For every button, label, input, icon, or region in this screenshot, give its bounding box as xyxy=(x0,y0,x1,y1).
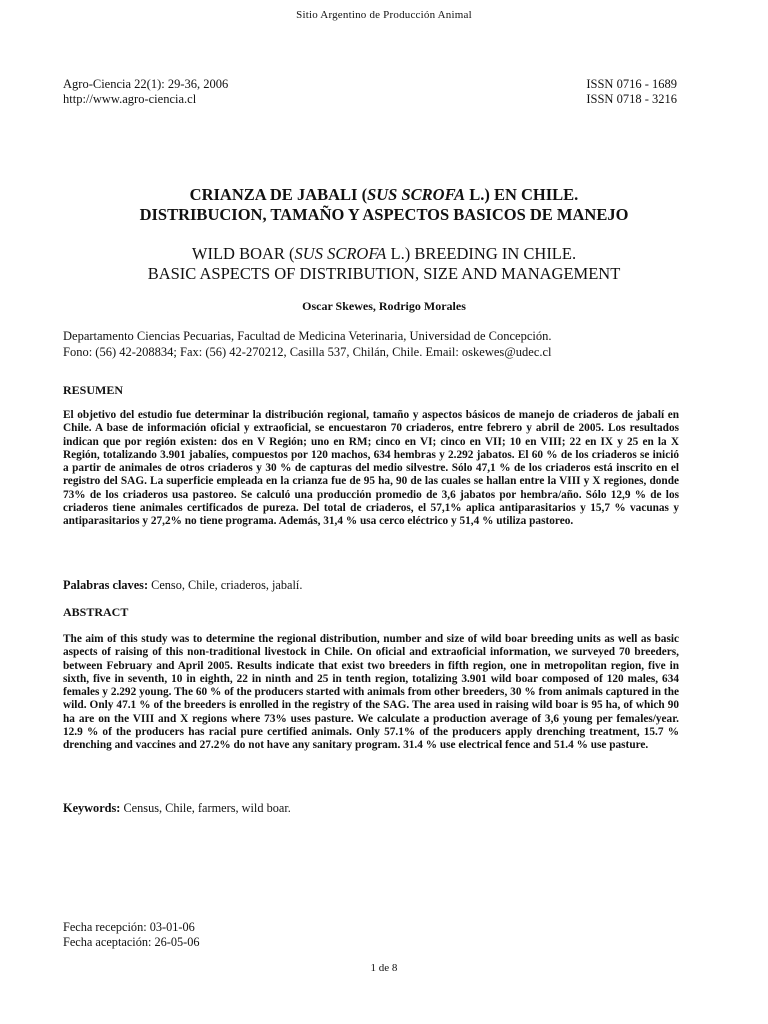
title-spanish-line2: DISTRIBUCION, TAMAÑO Y ASPECTOS BASICOS DE MANEJO xyxy=(139,205,629,224)
issn-block xyxy=(586,77,677,107)
authors: Oscar Skewes, Rodrigo Morales xyxy=(302,299,466,313)
journal-reference: Agro-Ciencia 22(1): 29-36, 2006 xyxy=(63,77,229,91)
palabras-claves xyxy=(63,578,302,593)
resumen-heading: RESUMEN xyxy=(63,383,124,397)
title-english-line2: BASIC ASPECTS OF DISTRIBUTION, SIZE AND MANAGEMENT xyxy=(147,264,621,283)
keywords-label: Keywords: xyxy=(63,801,121,815)
keywords xyxy=(63,801,291,816)
affiliation xyxy=(63,328,552,360)
palabras-claves-value: Censo, Chile, criaderos, jabalí. xyxy=(151,578,303,592)
dates xyxy=(63,920,200,950)
abstract-heading: ABSTRACT xyxy=(63,605,129,619)
resumen-text: El objetivo del estudio fue determinar la distribución regional, tamaño y aspectos básicos de manejo de criaderos de jabalí en Chile. A base de información oficial y extraoficial, se encuestaron 70 criaderos, entre febrero y abril de 2005. Los resultados indican que por región existen: dos en V Región; uno en RM; cinco en VI; cinco en VII; 10 en VIII; 22 en IX y 25 en la X Región, totalizando 3.901 jabalíes, compuestos por 120 machos, 634 hembras y 2.292 jabatos. El 60 % de los criaderos se inició a partir de animales de otros criaderos y 30 % de capturas del medio silvestre. Sólo 47,1 % de los criaderos está inscrito en el registro del SAG. La superficie empleada en la crianza fue de 95 ha, 90 de las cuales se hallan entre la VIII y X regiones, donde 73% de los criaderos usa pastoreo. Se calculó una producción promedio de 3,6 jabatos por hembra/año. Sólo 12,9 % de los criaderos tiene animales certificados de pureza. Del total de criaderos, el 57,1% aplica antiparasitarios y 15,7 % vacunas y antiparasitarios y 27,2% no tiene programa. Además, 31,4 % usa cerco eléctrico y 51,4 % utiliza pastoreo. xyxy=(63,409,679,528)
species-italic: SUS SCROFA xyxy=(294,244,387,263)
date-received: Fecha recepción: 03-01-06 xyxy=(63,920,195,934)
page-number: 1 de 8 xyxy=(370,962,398,974)
affiliation-contact: Fono: (56) 42-208834; Fax: (56) 42-270212, Casilla 537, Chilán, Chile. Email: oskewes@udec.cl xyxy=(63,345,552,359)
issn-print: ISSN 0716 - 1689 xyxy=(586,77,677,91)
site-header: Sitio Argentino de Producción Animal xyxy=(296,9,472,21)
abstract-text: The aim of this study was to determine the regional distribution, number and size of wild boar breeding units as well as basic aspects of raising of this non-traditional livestock in Chile. On oficial and extraoficial information, we surveyed 70 breeders, between February and April 2005. Results indicate that exist two breeders in fifth region, one in metropolitan region, five in sixth, five in seventh, 10 in eighth, 22 in ninth and 25 in tenth region, totalizing 3.901 wild boar composed of 120 males, 634 females y 2.292 young. The 60 % of the producers started with animals from other breeders, 30 % from animals captured in the wild. Only 47.1 % of the breeders is enrolled in the registry of the SAG. The area used in raising wild boar is 95 ha, of which 90 ha are on the VIII and X regions where 73% uses pasture. We calculate a production average of 3,6 young per females/year. 12.9 % of the producers has racial pure certified animals. Only 57.1% of the producers apply drenching treatment, 15.7 % drenching and vaccines and 27.2% do not have any sanitary program. 31.4 % use electrical fence and 51.4 % use pasture. xyxy=(63,633,679,752)
title-spanish xyxy=(0,185,768,225)
title-english-line1: WILD BOAR (SUS SCROFA L.) BREEDING IN CHILE. xyxy=(191,244,577,263)
keywords-value: Census, Chile, farmers, wild boar. xyxy=(123,801,291,815)
title-spanish-line1: CRIANZA DE JABALI (SUS SCROFA L.) EN CHILE. xyxy=(189,185,579,204)
journal-citation xyxy=(63,77,228,107)
species-italic: SUS SCROFA xyxy=(367,185,466,204)
palabras-claves-label: Palabras claves: xyxy=(63,578,149,592)
date-accepted: Fecha aceptación: 26-05-06 xyxy=(63,935,200,949)
affiliation-institution: Departamento Ciencias Pecuarias, Facultad de Medicina Veterinaria, Universidad de Concepción. xyxy=(63,329,552,343)
issn-online: ISSN 0718 - 3216 xyxy=(586,92,677,106)
title-english xyxy=(0,244,768,284)
journal-url: http://www.agro-ciencia.cl xyxy=(63,92,197,106)
